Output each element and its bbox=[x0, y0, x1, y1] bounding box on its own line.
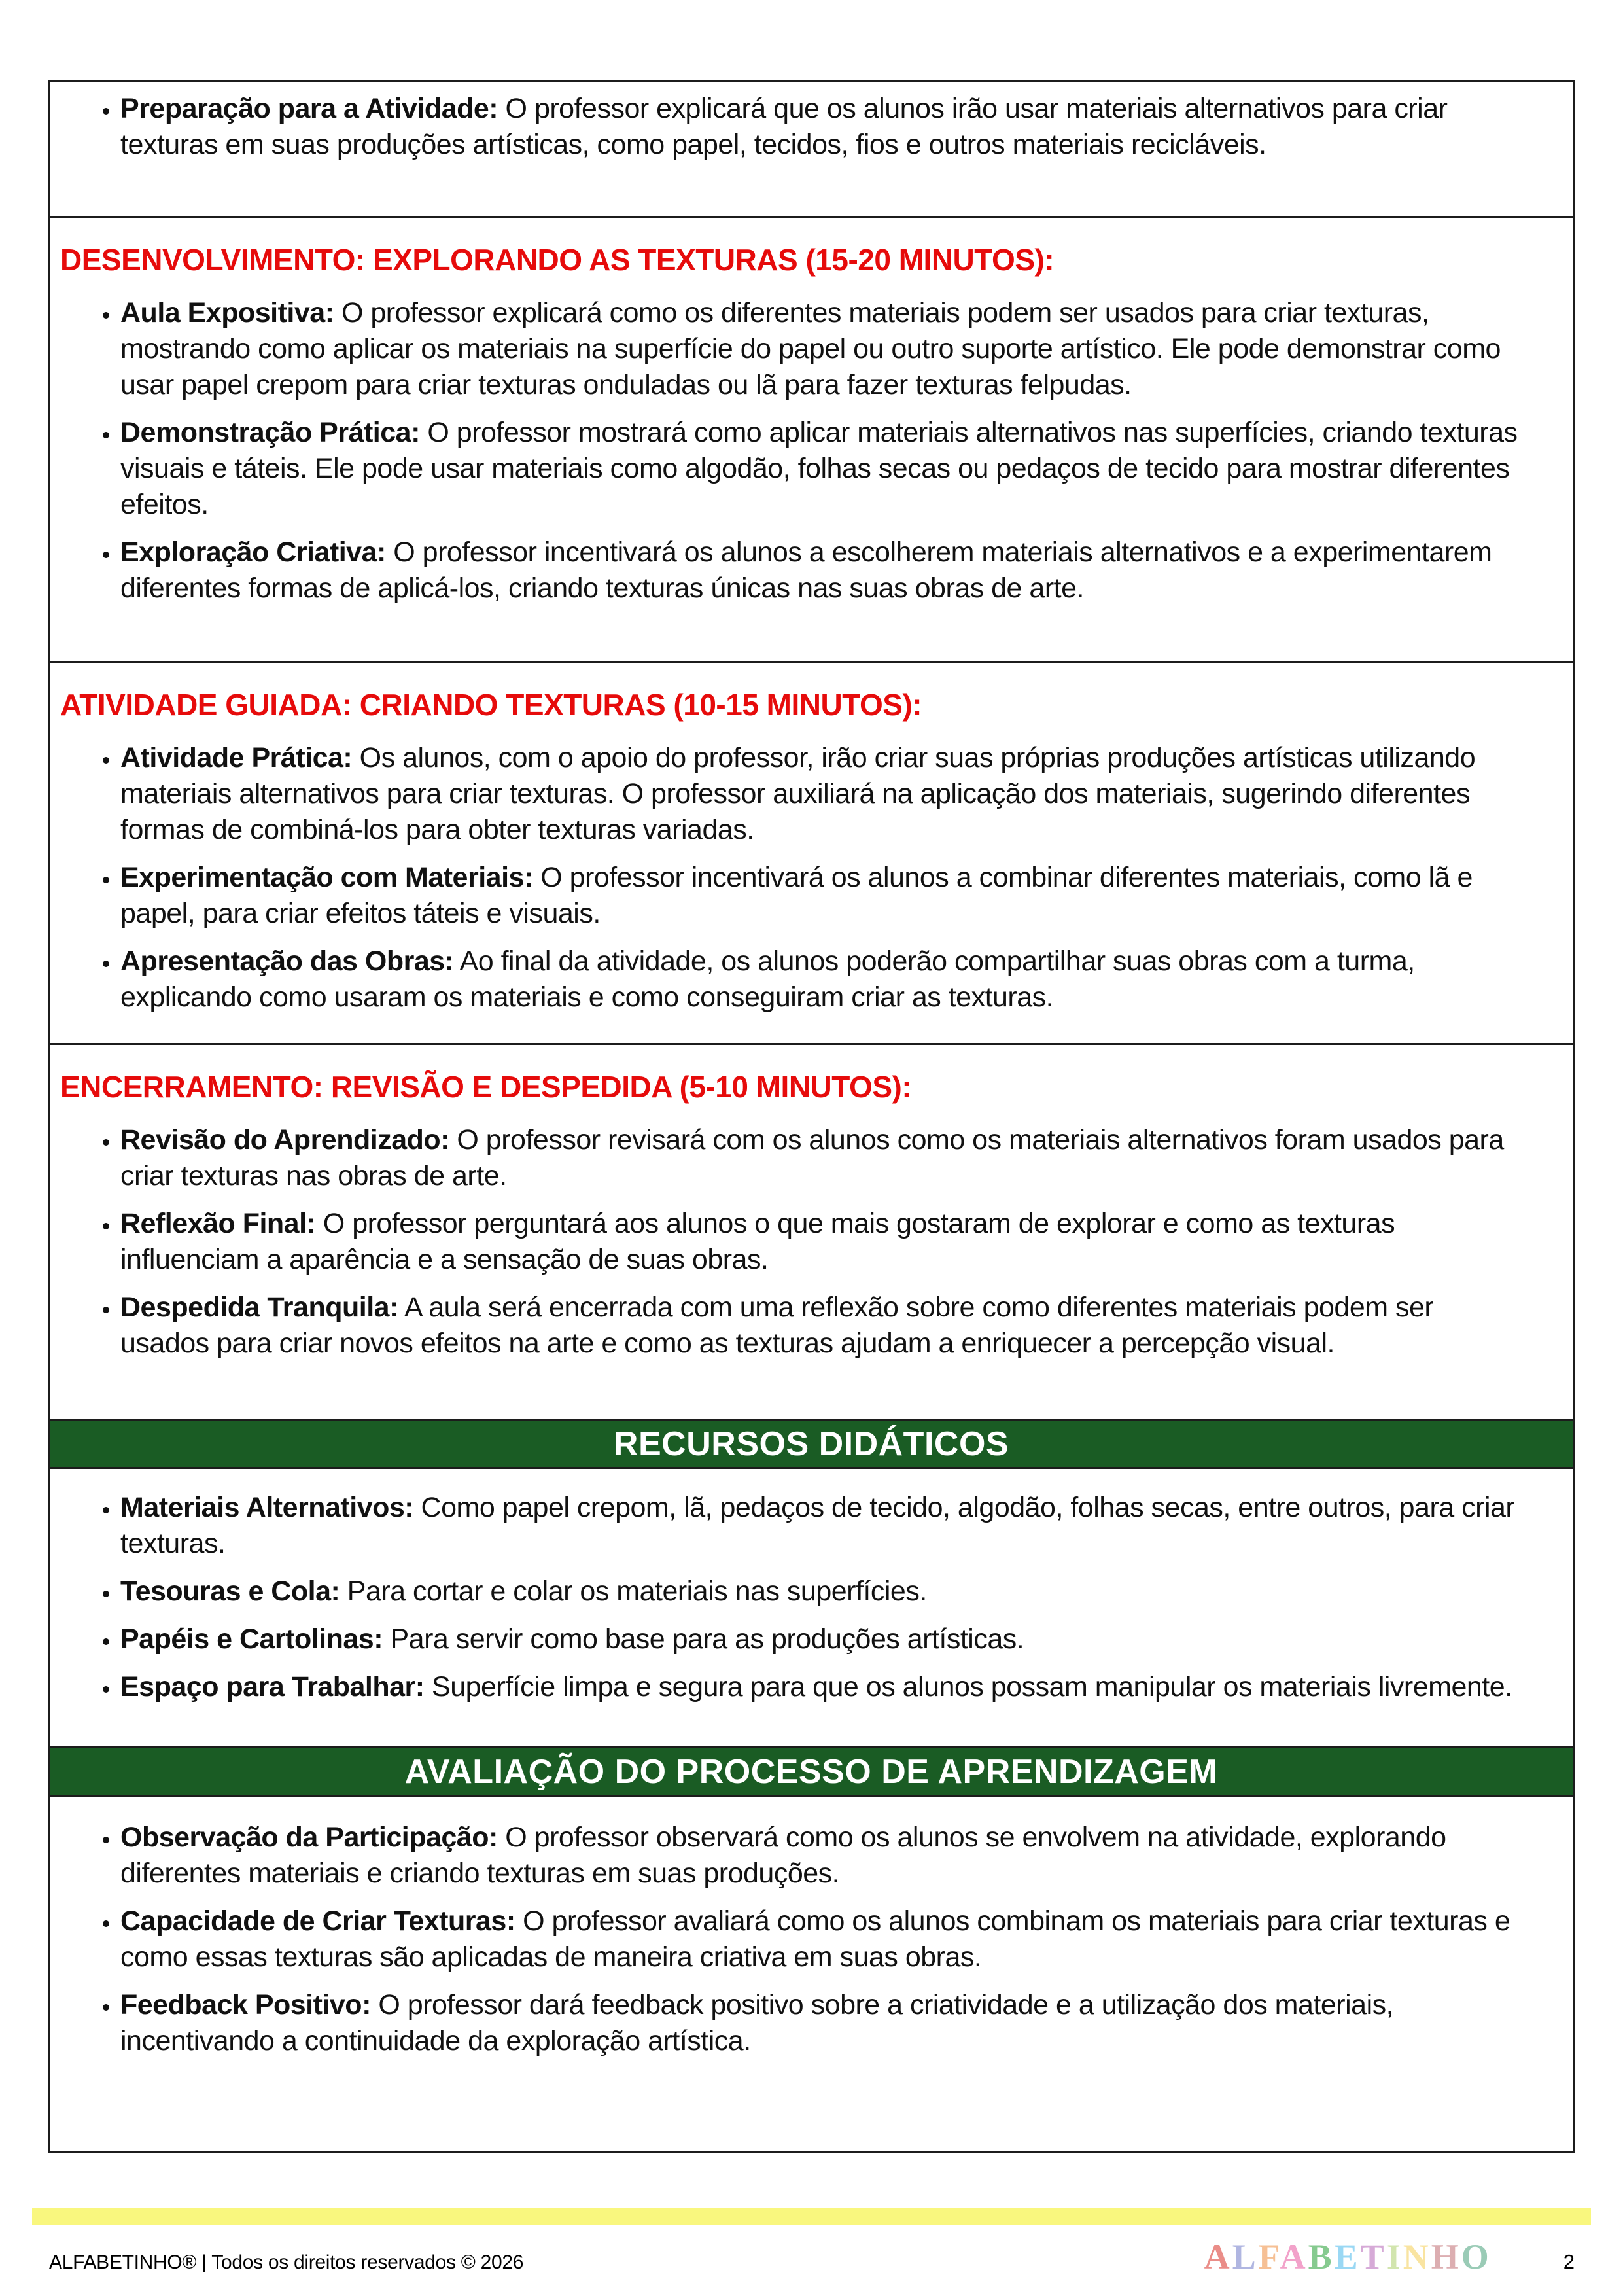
bullet-text: Para cortar e colar os materiais nas superfícies. bbox=[340, 1576, 927, 1607]
section-resources bbox=[50, 1467, 1573, 1746]
bullet-label: Aula Expositiva: bbox=[120, 297, 334, 328]
bullet-text: O professor explicará como os diferentes materiais podem ser usados para criar texturas, mostrando como aplicar os materiais na superfície do papel ou outro suporte artístico. Ele pode demonstrar como usar papel crepom para criar texturas onduladas ou lã para fazer texturas felpudas. bbox=[120, 297, 1501, 400]
list-item bbox=[120, 1987, 1527, 2059]
list-item bbox=[120, 1669, 1527, 1705]
list-item bbox=[120, 295, 1527, 403]
section-header: DESENVOLVIMENTO: EXPLORANDO AS TEXTURAS (15-20 MINUTOS): bbox=[60, 243, 1055, 277]
list-item bbox=[120, 1621, 1527, 1657]
page-footer bbox=[49, 2236, 1575, 2282]
page-number: 2 bbox=[1563, 2250, 1575, 2273]
bullet-label: Observação da Participação: bbox=[120, 1822, 498, 1853]
bullet-text: O professor dará feedback positivo sobre a criatividade e a utilização dos materiais, incentivando a continuidade da exploração artística. bbox=[120, 1989, 1394, 2057]
bullet-label: Materiais Alternativos: bbox=[120, 1492, 414, 1523]
bullet-label: Demonstração Prática: bbox=[120, 417, 420, 448]
list-item bbox=[120, 1206, 1527, 1278]
section-guided-activity bbox=[50, 661, 1573, 1043]
list-item bbox=[120, 1290, 1527, 1362]
bullet-list bbox=[50, 740, 1527, 1016]
list-item bbox=[120, 1903, 1527, 1975]
footer-accent-bar bbox=[32, 2208, 1591, 2225]
alfabetinho-logo bbox=[1204, 2236, 1492, 2277]
logo-letter: H bbox=[1431, 2237, 1461, 2276]
bullet-text: O professor perguntará aos alunos o que mais gostaram de explorar e como as texturas influenciam a aparência e a sensação de suas obras. bbox=[120, 1208, 1395, 1275]
bullet-label: Atividade Prática: bbox=[120, 742, 353, 773]
logo-letter: L bbox=[1232, 2237, 1259, 2276]
list-item bbox=[120, 944, 1527, 1016]
bullet-label: Papéis e Cartolinas: bbox=[120, 1623, 383, 1655]
logo-letter: A bbox=[1204, 2237, 1232, 2276]
bullet-text: O professor avaliará como os alunos combinam os materiais para criar texturas e como essas texturas são aplicadas de maneira criativa em suas obras. bbox=[120, 1905, 1510, 1973]
bullet-list bbox=[50, 1807, 1527, 2059]
banner-learning-assessment: AVALIAÇÃO DO PROCESSO DE APRENDIZAGEM bbox=[50, 1746, 1573, 1795]
list-item bbox=[120, 1490, 1527, 1562]
bullet-text: Os alunos, com o apoio do professor, irão criar suas próprias produções artísticas utilizando materiais alternativos para criar texturas. O professor auxiliará na aplicação dos materiais, sugerindo diferentes formas de combiná-los para obter texturas variadas. bbox=[120, 742, 1476, 845]
section-closing bbox=[50, 1043, 1573, 1419]
bullet-text: O professor incentivará os alunos a combinar diferentes materiais, como lã e papel, para criar efeitos táteis e visuais. bbox=[120, 862, 1473, 929]
list-item bbox=[120, 860, 1527, 932]
bullet-text: Como papel crepom, lã, pedaços de tecido, algodão, folhas secas, entre outros, para criar texturas. bbox=[120, 1492, 1515, 1559]
section-preparation bbox=[50, 82, 1573, 216]
bullet-list bbox=[50, 1478, 1527, 1705]
bullet-label: Preparação para a Atividade: bbox=[120, 93, 498, 124]
section-header: ATIVIDADE GUIADA: CRIANDO TEXTURAS (10-15 MINUTOS): bbox=[60, 688, 922, 722]
bullet-text: A aula será encerrada com uma reflexão sobre como diferentes materiais podem ser usados para criar novos efeitos na arte e como as texturas ajudam a enriquecer a percepção visual. bbox=[120, 1292, 1434, 1359]
bullet-label: Apresentação das Obras: bbox=[120, 945, 454, 977]
copyright-text: ALFABETINHO® | Todos os direitos reservados © 2026 bbox=[49, 2252, 524, 2273]
bullet-text: O professor explicará que os alunos irão usar materiais alternativos para criar texturas em suas produções artísticas, como papel, tecidos, fios e outros materiais recicláveis. bbox=[120, 93, 1448, 160]
bullet-text: Superfície limpa e segura para que os alunos possam manipular os materiais livremente. bbox=[424, 1671, 1512, 1703]
bullet-text: O professor mostrará como aplicar materiais alternativos nas superfícies, criando texturas visuais e táteis. Ele pode usar materiais como algodão, folhas secas ou pedaços de tecido para mostrar diferentes efeitos. bbox=[120, 417, 1518, 520]
bullet-label: Revisão do Aprendizado: bbox=[120, 1124, 449, 1156]
bullet-label: Experimentação com Materiais: bbox=[120, 862, 533, 893]
list-item bbox=[120, 415, 1527, 523]
list-item bbox=[120, 1122, 1527, 1194]
bullet-text: O professor observará como os alunos se envolvem na atividade, explorando diferentes materiais e criando texturas em suas produções. bbox=[120, 1822, 1446, 1889]
bullet-text: O professor revisará com os alunos como os materiais alternativos foram usados para criar texturas nas obras de arte. bbox=[120, 1124, 1504, 1192]
list-item bbox=[120, 1820, 1527, 1892]
lesson-plan-table bbox=[48, 80, 1575, 2153]
logo-letter: N bbox=[1403, 2237, 1431, 2276]
logo-letter: A bbox=[1280, 2237, 1308, 2276]
bullet-text: Para servir como base para as produções artísticas. bbox=[383, 1623, 1024, 1655]
list-item bbox=[120, 1574, 1527, 1610]
section-assessment bbox=[50, 1795, 1573, 2151]
logo-letter: O bbox=[1461, 2237, 1492, 2276]
logo-letter: I bbox=[1386, 2237, 1403, 2276]
bullet-label: Capacidade de Criar Texturas: bbox=[120, 1905, 515, 1937]
logo-letter: E bbox=[1334, 2237, 1361, 2276]
bullet-label: Reflexão Final: bbox=[120, 1208, 316, 1239]
bullet-label: Exploração Criativa: bbox=[120, 537, 386, 568]
bullet-label: Espaço para Trabalhar: bbox=[120, 1671, 425, 1703]
banner-didactic-resources: RECURSOS DIDÁTICOS bbox=[50, 1419, 1573, 1467]
bullet-list bbox=[50, 1122, 1527, 1362]
bullet-label: Tesouras e Cola: bbox=[120, 1576, 340, 1607]
logo-letter: T bbox=[1360, 2237, 1387, 2276]
list-item bbox=[120, 535, 1527, 607]
section-header: ENCERRAMENTO: REVISÃO E DESPEDIDA (5-10 MINUTOS): bbox=[60, 1070, 912, 1104]
bullet-label: Feedback Positivo: bbox=[120, 1989, 371, 2021]
list-item bbox=[120, 91, 1527, 163]
bullet-label: Despedida Tranquila: bbox=[120, 1292, 398, 1323]
bullet-list bbox=[50, 91, 1527, 163]
logo-letter: B bbox=[1308, 2237, 1335, 2276]
logo-letter: F bbox=[1258, 2237, 1280, 2276]
bullet-text: Ao final da atividade, os alunos poderão compartilhar suas obras com a turma, explicando como usaram os materiais e como conseguiram criar as texturas. bbox=[120, 945, 1415, 1013]
section-development bbox=[50, 216, 1573, 661]
list-item bbox=[120, 740, 1527, 848]
bullet-list bbox=[50, 295, 1527, 607]
bullet-text: O professor incentivará os alunos a escolherem materiais alternativos e a experimentarem diferentes formas de aplicá-los, criando texturas únicas nas suas obras de arte. bbox=[120, 537, 1492, 604]
footer-right-group bbox=[1204, 2236, 1575, 2277]
